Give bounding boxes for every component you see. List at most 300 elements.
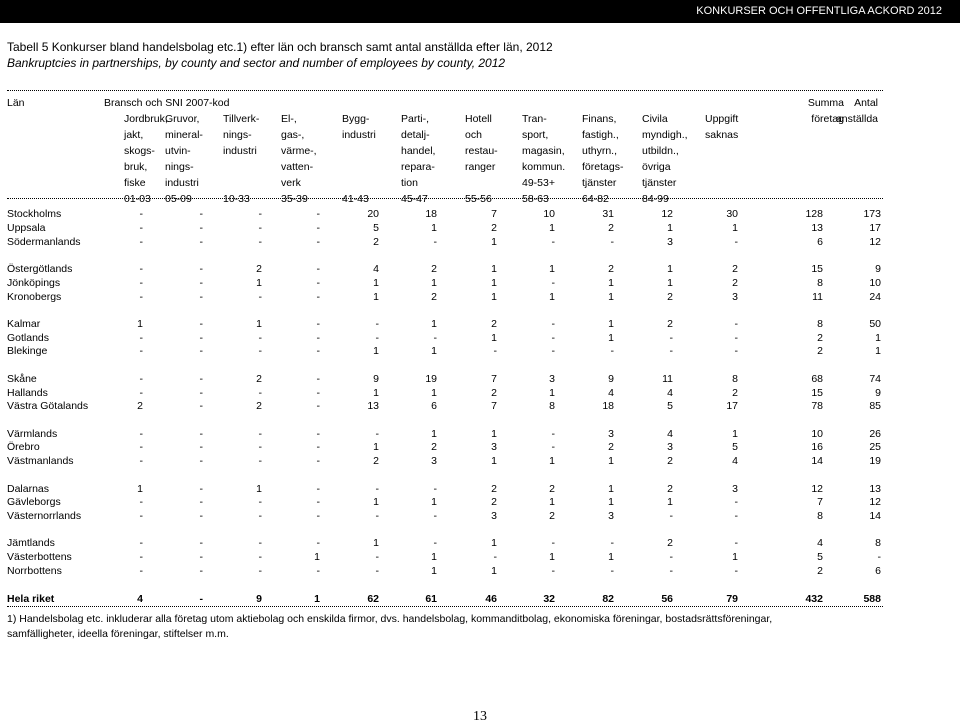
column-header-2-line-0: Tillverk-	[223, 113, 260, 125]
cell-col-4: 9	[373, 372, 379, 385]
cell-col-11: 78	[811, 400, 823, 413]
cell-col-2: 9	[256, 593, 262, 606]
cell-col-1: -	[199, 331, 203, 344]
cell-col-9: 2	[667, 290, 673, 303]
cell-col-12: 588	[863, 593, 881, 606]
cell-col-5: 2	[431, 290, 437, 303]
cell-col-5: 61	[425, 593, 437, 606]
county-name: Västmanlands	[7, 455, 74, 468]
cell-col-7: 1	[549, 496, 555, 509]
cell-col-11: 2	[817, 331, 823, 344]
cell-col-3: -	[316, 221, 320, 234]
cell-col-2: -	[258, 331, 262, 344]
cell-col-5: 1	[431, 221, 437, 234]
cell-col-7: 1	[549, 290, 555, 303]
cell-col-7: -	[551, 537, 555, 550]
cell-col-2: -	[258, 496, 262, 509]
cell-col-10: 1	[732, 427, 738, 440]
cell-col-4: -	[375, 331, 379, 344]
cell-col-5: 1	[431, 427, 437, 440]
cell-col-5: -	[433, 331, 437, 344]
cell-col-10: 2	[732, 386, 738, 399]
cell-col-12: 1	[875, 345, 881, 358]
cell-col-1: -	[199, 221, 203, 234]
cell-col-6: 1	[491, 276, 497, 289]
column-header-7-line-0: Tran-	[522, 113, 547, 125]
table-row	[7, 564, 887, 578]
cell-col-2: -	[258, 208, 262, 220]
cell-col-5: 19	[425, 372, 437, 385]
cell-col-9: -	[669, 565, 673, 577]
cell-col-2: 1	[256, 317, 262, 330]
cell-col-11: 12	[811, 482, 823, 495]
cell-col-7: -	[551, 565, 555, 577]
cell-col-9: 3	[667, 235, 673, 248]
cell-col-1: -	[199, 317, 203, 330]
cell-col-2: -	[258, 537, 262, 550]
county-name: Örebro	[7, 441, 40, 454]
cell-col-10: -	[734, 565, 738, 577]
footnote-line-2: samfälligheter, ideella föreningar, stiftelser m.m.	[7, 628, 229, 640]
cell-col-1: -	[199, 208, 203, 220]
column-header-5-line-3: repara-	[401, 161, 435, 173]
cell-col-2: 2	[256, 262, 262, 275]
cell-col-8: 1	[608, 276, 614, 289]
cell-col-4: -	[375, 565, 379, 577]
column-header-0-line-2: skogs-	[124, 145, 155, 157]
cell-col-3: -	[316, 441, 320, 454]
cell-col-8: 2	[608, 262, 614, 275]
table-row	[7, 550, 887, 564]
cell-col-6: 1	[491, 235, 497, 248]
column-header-1-line-1: mineral-	[165, 129, 203, 141]
cell-col-4: 1	[373, 496, 379, 509]
column-header-4-line-5: 41-43	[342, 193, 369, 205]
cell-col-8: 9	[608, 372, 614, 385]
table-row	[7, 221, 887, 235]
cell-col-6: 46	[485, 593, 497, 606]
cell-col-11: 11	[812, 290, 823, 303]
county-name: Östergötlands	[7, 262, 73, 275]
county-name: Blekinge	[7, 345, 48, 358]
cell-col-0: -	[139, 386, 143, 399]
cell-col-3: -	[316, 400, 320, 413]
cell-col-9: 56	[661, 593, 673, 606]
county-name: Hallands	[7, 386, 48, 399]
cell-col-4: -	[375, 482, 379, 495]
county-name: Värmlands	[7, 427, 58, 440]
cell-col-5: 6	[431, 400, 437, 413]
cell-col-9: 5	[667, 400, 673, 413]
cell-col-1: -	[199, 345, 203, 358]
header-bransch: Bransch och SNI 2007-kod	[104, 97, 230, 109]
cell-col-6: 1	[491, 565, 497, 577]
column-header-5-line-5: 45-47	[401, 193, 428, 205]
cell-col-4: 1	[373, 537, 379, 550]
cell-col-1: -	[199, 427, 203, 440]
cell-col-12: -	[877, 551, 881, 564]
county-name: Jämtlands	[7, 537, 55, 550]
cell-col-0: 4	[137, 593, 143, 606]
cell-col-9: 12	[661, 208, 673, 220]
table-total-row	[7, 592, 887, 606]
cell-col-7: 1	[549, 262, 555, 275]
cell-col-8: 3	[608, 510, 614, 523]
cell-col-10: 2	[732, 276, 738, 289]
county-name: Kronobergs	[7, 290, 62, 303]
cell-col-1: -	[199, 551, 203, 564]
column-header-6-line-2: restau-	[465, 145, 498, 157]
cell-col-6: 2	[491, 221, 497, 234]
cell-col-5: -	[433, 235, 437, 248]
cell-col-10: 2	[732, 262, 738, 275]
cell-col-10: 3	[732, 290, 738, 303]
cell-col-9: -	[669, 551, 673, 564]
cell-col-4: 20	[367, 208, 379, 220]
cell-col-12: 12	[869, 496, 881, 509]
cell-col-1: -	[199, 482, 203, 495]
cell-col-9: 4	[667, 427, 673, 440]
cell-col-12: 12	[869, 235, 881, 248]
column-header-9-line-0: Civila	[642, 113, 668, 125]
cell-col-3: -	[316, 317, 320, 330]
cell-col-11: 16	[811, 441, 823, 454]
cell-col-11: 2	[817, 345, 823, 358]
column-header-1-line-2: utvin-	[165, 145, 191, 157]
top-rule	[7, 90, 883, 91]
cell-col-12: 6	[875, 565, 881, 577]
cell-col-12: 9	[875, 386, 881, 399]
column-header-2-line-2: industri	[223, 145, 257, 157]
cell-col-0: -	[139, 565, 143, 577]
column-header-0-line-3: bruk,	[124, 161, 148, 173]
column-header-2-line-1: nings-	[223, 129, 252, 141]
cell-col-5: 1	[431, 386, 437, 399]
cell-col-9: -	[669, 345, 673, 358]
column-header-3-line-2: värme-,	[281, 145, 317, 157]
cell-col-3: 1	[314, 593, 320, 606]
column-header-5-line-1: detalj-	[401, 129, 430, 141]
cell-col-9: 4	[667, 386, 673, 399]
cell-col-3: -	[316, 386, 320, 399]
cell-col-0: -	[139, 290, 143, 303]
cell-col-12: 173	[863, 208, 881, 220]
cell-col-9: 2	[667, 317, 673, 330]
table-row	[7, 482, 887, 496]
header-rule	[7, 198, 883, 199]
cell-col-2: -	[258, 510, 262, 523]
county-name: Uppsala	[7, 221, 46, 234]
cell-col-3: -	[316, 276, 320, 289]
cell-col-10: -	[734, 537, 738, 550]
cell-col-8: -	[610, 565, 614, 577]
column-header-9-line-1: myndigh.,	[642, 129, 688, 141]
cell-col-8: -	[610, 537, 614, 550]
column-header-3-line-5: 35-39	[281, 193, 308, 205]
cell-col-12: 17	[869, 221, 881, 234]
cell-col-4: 1	[373, 345, 379, 358]
cell-col-4: 1	[373, 276, 379, 289]
cell-col-6: 7	[491, 400, 497, 413]
cell-col-4: -	[375, 317, 379, 330]
column-header-3-line-3: vatten-	[281, 161, 314, 173]
column-header-6-line-5: 55-56	[465, 193, 492, 205]
cell-col-7: -	[551, 427, 555, 440]
cell-col-1: -	[199, 565, 203, 577]
cell-col-5: 1	[431, 551, 437, 564]
cell-col-9: -	[669, 331, 673, 344]
table-row	[7, 317, 887, 331]
cell-col-2: -	[258, 455, 262, 468]
cell-col-3: -	[316, 235, 320, 248]
cell-col-6: 7	[491, 372, 497, 385]
cell-col-4: -	[375, 551, 379, 564]
cell-col-3: -	[316, 372, 320, 385]
column-header-9-line-2: utbildn.,	[642, 145, 679, 157]
cell-col-6: 7	[491, 208, 497, 220]
column-header-0-line-4: fiske	[124, 177, 146, 189]
cell-col-6: 1	[491, 455, 497, 468]
cell-col-4: 2	[373, 235, 379, 248]
cell-col-1: -	[199, 441, 203, 454]
column-header-8-line-4: tjänster	[582, 177, 617, 189]
table-row	[7, 372, 887, 386]
table-row	[7, 399, 887, 413]
cell-col-4: 2	[373, 455, 379, 468]
cell-col-10: -	[734, 345, 738, 358]
cell-col-8: 1	[608, 331, 614, 344]
cell-col-1: -	[199, 400, 203, 413]
cell-col-9: 1	[667, 496, 673, 509]
cell-col-7: 8	[549, 400, 555, 413]
cell-col-2: -	[258, 427, 262, 440]
page-number: 13	[473, 709, 487, 724]
cell-col-10: -	[734, 496, 738, 509]
footnote-line-1: 1) Handelsbolag etc. inkluderar alla företag utom aktiebolag och enskilda firmor, dvs. handelsbolag, kommanditbolag, ekonomiska föreningar, bostadsrättsföreningar,	[7, 613, 773, 625]
cell-col-6: 2	[491, 496, 497, 509]
column-header-6-line-3: ranger	[465, 161, 496, 173]
county-name: Kalmar	[7, 317, 41, 330]
cell-col-7: 3	[549, 372, 555, 385]
cell-col-10: 17	[726, 400, 738, 413]
cell-col-5: -	[433, 510, 437, 523]
cell-col-4: 62	[367, 593, 379, 606]
cell-col-7: -	[551, 345, 555, 358]
cell-col-12: 1	[875, 331, 881, 344]
cell-col-10: 1	[732, 221, 738, 234]
cell-col-0: -	[139, 208, 143, 220]
column-header-1-line-0: Gruvor,	[165, 113, 200, 125]
cell-col-3: -	[316, 482, 320, 495]
table-title: Tabell 5 Konkurser bland handelsbolag etc.1) efter län och bransch samt antal anställda efter län, 2012	[7, 40, 553, 54]
cell-col-5: 1	[431, 276, 437, 289]
cell-col-9: 2	[667, 482, 673, 495]
cell-col-0: -	[139, 551, 143, 564]
cell-col-10: 5	[732, 441, 738, 454]
column-header-8-line-1: fastigh.,	[582, 129, 619, 141]
cell-col-11: 6	[817, 235, 823, 248]
cell-col-6: 1	[491, 537, 497, 550]
cell-col-8: 1	[608, 482, 614, 495]
cell-col-8: -	[610, 345, 614, 358]
cell-col-1: -	[199, 455, 203, 468]
cell-col-10: -	[734, 510, 738, 523]
cell-col-11: 432	[805, 593, 823, 606]
column-header-3-line-1: gas-,	[281, 129, 305, 141]
cell-col-6: 2	[491, 482, 497, 495]
cell-col-10: 30	[726, 208, 738, 220]
cell-col-5: 1	[431, 496, 437, 509]
cell-col-6: 1	[491, 427, 497, 440]
cell-col-0: -	[139, 221, 143, 234]
column-header-10-line-0: Uppgift	[705, 113, 739, 125]
cell-col-12: 19	[869, 455, 881, 468]
cell-col-4: 1	[373, 290, 379, 303]
cell-col-0: 1	[137, 482, 143, 495]
table-row	[7, 454, 887, 468]
cell-col-0: -	[139, 235, 143, 248]
county-name: Södermanlands	[7, 235, 81, 248]
table-row	[7, 235, 887, 249]
cell-col-12: 50	[869, 317, 881, 330]
column-header-7-line-4: 49-53+	[522, 177, 555, 189]
cell-col-6: -	[493, 345, 497, 358]
column-header-0-line-0: Jordbruk,	[124, 113, 168, 125]
cell-col-6: 2	[491, 386, 497, 399]
cell-col-4: 1	[373, 441, 379, 454]
cell-col-6: 3	[491, 510, 497, 523]
column-header-0-line-1: jakt,	[124, 129, 144, 141]
cell-col-8: 1	[608, 317, 614, 330]
cell-col-3: 1	[314, 551, 320, 564]
cell-col-3: -	[316, 455, 320, 468]
column-header-2-line-5: 10-33	[223, 193, 250, 205]
column-header-3-line-0: El-,	[281, 113, 297, 125]
cell-col-11: 14	[811, 455, 823, 468]
cell-col-5: -	[433, 482, 437, 495]
header-anstallda: anställda	[835, 113, 878, 125]
cell-col-5: 1	[431, 345, 437, 358]
banner-text: KONKURSER OCH OFFENTLIGA ACKORD 2012	[696, 5, 942, 17]
cell-col-1: -	[199, 276, 203, 289]
cell-col-3: -	[316, 331, 320, 344]
county-name: Dalarnas	[7, 482, 50, 495]
cell-col-7: 32	[543, 593, 555, 606]
cell-col-8: 1	[608, 455, 614, 468]
cell-col-1: -	[199, 372, 203, 385]
column-header-6-line-0: Hotell	[465, 113, 492, 125]
cell-col-0: 2	[137, 400, 143, 413]
cell-col-9: 3	[667, 441, 673, 454]
cell-col-12: 85	[869, 400, 881, 413]
cell-col-10: 1	[732, 551, 738, 564]
table-row	[7, 344, 887, 358]
cell-col-0: -	[139, 427, 143, 440]
cell-col-8: 31	[602, 208, 614, 220]
cell-col-7: 2	[549, 482, 555, 495]
cell-col-1: -	[199, 537, 203, 550]
column-header-4-line-1: industri	[342, 129, 376, 141]
cell-col-10: 3	[732, 482, 738, 495]
cell-col-10: 4	[732, 455, 738, 468]
cell-col-6: 1	[491, 331, 497, 344]
cell-col-3: -	[316, 496, 320, 509]
cell-col-2: -	[258, 551, 262, 564]
cell-col-11: 8	[817, 276, 823, 289]
column-header-9-line-4: tjänster	[642, 177, 677, 189]
column-header-5-line-4: tion	[401, 177, 418, 189]
cell-col-9: 11	[662, 372, 673, 385]
cell-col-5: 3	[431, 455, 437, 468]
cell-col-5: 2	[431, 262, 437, 275]
cell-col-6: 1	[491, 262, 497, 275]
column-header-7-line-5: 58-63	[522, 193, 549, 205]
cell-col-1: -	[199, 262, 203, 275]
cell-col-0: -	[139, 496, 143, 509]
cell-col-4: -	[375, 510, 379, 523]
cell-col-0: 1	[137, 317, 143, 330]
column-header-1-line-4: industri	[165, 177, 199, 189]
column-header-9-line-3: övriga	[642, 161, 671, 173]
cell-col-6: -	[493, 551, 497, 564]
cell-col-0: -	[139, 345, 143, 358]
bottom-rule	[7, 606, 883, 607]
header-foretag: företag	[811, 113, 844, 125]
cell-col-10: -	[734, 235, 738, 248]
table-row	[7, 495, 887, 509]
cell-col-9: 1	[667, 221, 673, 234]
cell-col-12: 24	[869, 290, 881, 303]
cell-col-2: -	[258, 235, 262, 248]
column-header-7-line-1: sport,	[522, 129, 549, 141]
cell-col-7: -	[551, 317, 555, 330]
cell-col-1: -	[199, 290, 203, 303]
cell-col-11: 2	[817, 565, 823, 577]
column-header-0-line-5: 01-03	[124, 193, 151, 205]
cell-col-7: -	[551, 235, 555, 248]
table-row	[7, 536, 887, 550]
table-row	[7, 440, 887, 454]
cell-col-2: -	[258, 345, 262, 358]
cell-col-11: 8	[817, 510, 823, 523]
county-name: Gotlands	[7, 331, 50, 344]
cell-col-8: 1	[608, 496, 614, 509]
cell-col-8: 18	[602, 400, 614, 413]
cell-col-8: 3	[608, 427, 614, 440]
cell-col-3: -	[316, 565, 320, 577]
cell-col-0: -	[139, 537, 143, 550]
cell-col-9: -	[669, 510, 673, 523]
header-summa: Summa	[807, 97, 844, 109]
cell-col-2: 1	[256, 276, 262, 289]
cell-col-12: 10	[869, 276, 881, 289]
cell-col-11: 68	[811, 372, 823, 385]
column-header-5-line-2: handel,	[401, 145, 436, 157]
cell-col-8: 2	[608, 441, 614, 454]
county-name: Hela riket	[7, 593, 55, 606]
cell-col-12: 14	[869, 510, 881, 523]
cell-col-7: -	[551, 441, 555, 454]
cell-col-8: 1	[608, 551, 614, 564]
cell-col-8: -	[610, 235, 614, 248]
cell-col-5: 18	[425, 208, 437, 220]
cell-col-2: -	[258, 386, 262, 399]
county-name: Västra Götalands	[7, 400, 89, 413]
column-header-5-line-0: Parti-,	[401, 113, 430, 125]
county-name: Västerbottens	[7, 551, 72, 564]
table-row	[7, 290, 887, 304]
cell-col-3: -	[316, 427, 320, 440]
